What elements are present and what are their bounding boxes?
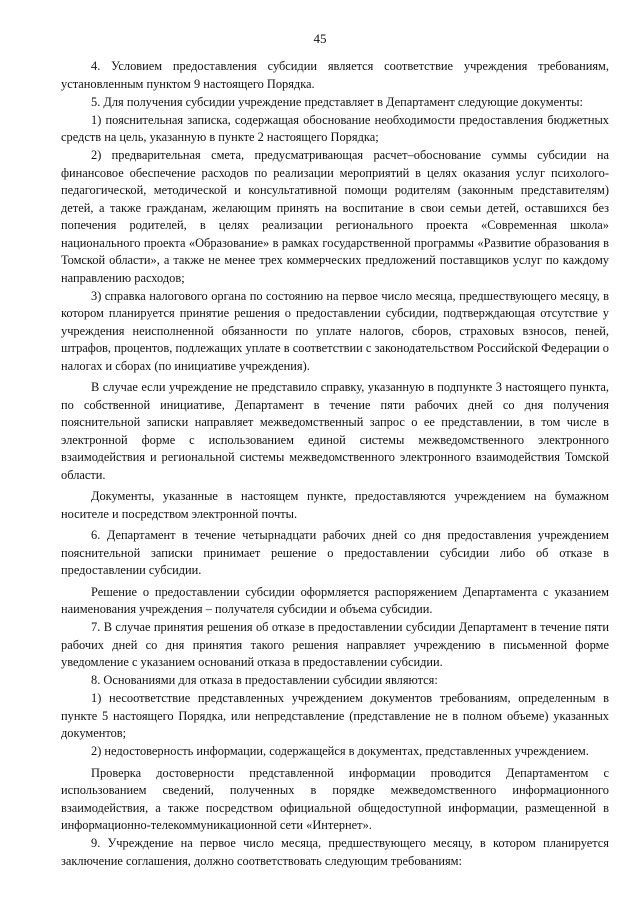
paragraph-clause-4: 4. Условием предоставления субсидии является соответствие учреждения требованиям, установленным пунктом 9 настоящего Порядка. bbox=[61, 59, 609, 91]
page-number: 45 bbox=[313, 31, 327, 46]
paragraph-clause-9: 9. Учреждение на первое число месяца, предшествующего месяцу, в котором планируется заключение соглашения, должно соответствовать следующим требованиям: bbox=[61, 836, 609, 868]
paragraph-clause-8-item-2: 2) недостоверность информации, содержащейся в документах, представленных учреждением. bbox=[91, 744, 589, 758]
paragraph-clause-5-item-1: 1) пояснительная записка, содержащая обоснование необходимости предоставления бюджетных средств на цель, указанную в пункте 2 настоящего Порядка; bbox=[61, 112, 609, 144]
paragraph-clause-7: 7. В случае принятия решения об отказе в предоставлении субсидии Департамент в течение пяти рабочих дней со дня принятия такого решения направляет учреждению в письменной форме уведомление с указанием оснований отказа в предоставлении субсидии. bbox=[61, 620, 609, 669]
paragraph-documents-format: Документы, указанные в настоящем пункте, предоставляются учреждением на бумажном носителе и посредством электронной почты. bbox=[61, 489, 609, 521]
document-body bbox=[61, 58, 609, 870]
paragraph-clause-8: 8. Основаниями для отказа в предоставлении субсидии являются: bbox=[91, 673, 438, 687]
paragraph-verification: Проверка достоверности представленной информации проводится Департаментом с использованием сведений, полученных в порядке межведомственного информационного взаимодействия, а также посредством официальной общедоступной информации, размещенной в информационно-телекоммуникационной сети «Интернет». bbox=[61, 765, 609, 832]
paragraph-clause-5-item-3: 3) справка налогового органа по состоянию на первое число месяца, предшествующего месяцу, в котором планируется принятие решения о предоставлении субсидии, подтверждающая отсутствие у учреждения неисполненной обязанности по уплате налогов, сборов, страховых взносов, пеней, штрафов, процентов, подлежащих уплате в соответствии с законодательством Российской Федерации о налогах и сборах (по инициативе учреждения). bbox=[61, 288, 609, 373]
paragraph-clause-6: 6. Департамент в течение четырнадцати рабочих дней со дня предоставления учреждением пояснительной записки принимает решение о предоставлении субсидии либо об отказе в предоставлении субсидии. bbox=[61, 528, 609, 577]
paragraph-interagency-request: В случае если учреждение не представило справку, указанную в подпункте 3 настоящего пункта, по собственной инициативе, Департамент в течение пяти рабочих дней со дня получения пояснительной записки направляет межведомственный запрос о ее представлении, в том числе в электронной форме с использованием единой системы межведомственного электронного взаимодействия и региональной системы межведомственного электронного взаимодействия Томской области. bbox=[61, 380, 609, 482]
paragraph-clause-5: 5. Для получения субсидии учреждение представляет в Департамент следующие документы: bbox=[91, 94, 583, 109]
paragraph-decision-order: Решение о предоставлении субсидии оформляется распоряжением Департамента с указанием наименования учреждения – получателя субсидии и объема субсидии. bbox=[61, 584, 609, 616]
paragraph-clause-8-item-1: 1) несоответствие представленных учреждением документов требованиям, определенным в пункте 5 настоящего Порядка, или непредставление (представление не в полном объеме) указанных документов; bbox=[61, 691, 609, 740]
paragraph-clause-5-item-2: 2) предварительная смета, предусматривающая расчет–обоснование суммы субсидии на финансовое обеспечение расходов по реализации мероприятий в целях оказания услуг психолого-педагогической, методической и консультативной помощи родителям (законным представителям) детей, а также гражданам, желающим принять на воспитание в свои семьи детей, оставшихся без попечения родителей, в целях реализации регионального проекта «Современная школа» национального проекта «Образование» в рамках государственной программы «Развитие образования в Томской области», а также не менее трех коммерческих предложений поставщиков услуг по каждому направлению расходов; bbox=[61, 148, 609, 285]
